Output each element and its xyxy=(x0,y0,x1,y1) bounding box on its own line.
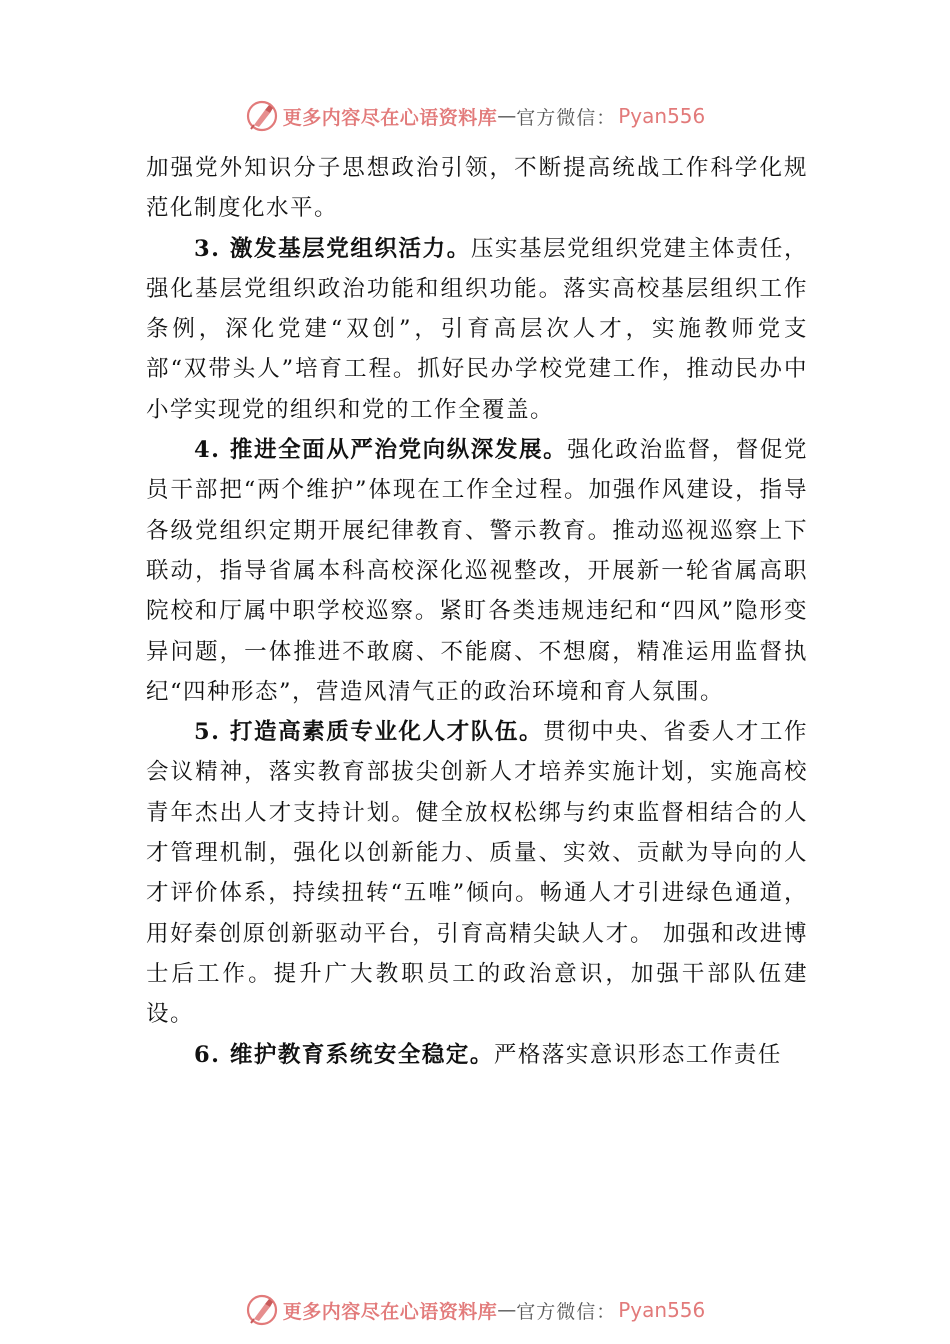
paragraph-text: 贯彻中央、省委人才工作会议精神，落实教育部拔尖创新人才培养实施计划，实施高校青年杰出人才支持计划。健全放权松绑与约束监督相结合的人才管理机制，强化以创新能力、质量、实效、贡献为导向的人才评价体系，持续扭转“五唯”倾向。畅通人才引进绿色通道，用好秦创原创新驱动平台，引育高精尖缺人才。 加强和改进博士后工作。提升广大教职员工的政治意识，加强干部队伍建设。 xyxy=(146,719,808,1028)
paragraph-item-3 xyxy=(146,229,808,430)
footer-watermark xyxy=(0,1290,950,1330)
watermark-separator: — xyxy=(497,105,517,127)
pen-nib-icon xyxy=(245,1293,279,1327)
watermark-label: 官方微信： xyxy=(516,1300,617,1323)
paragraph-heading: 4. 推进全面从严治党向纵深发展。 xyxy=(194,437,568,464)
pen-nib-icon xyxy=(245,99,279,133)
paragraph-item-5 xyxy=(146,712,808,1034)
paragraph-heading: 3. 激发基层党组织活力。 xyxy=(194,235,471,262)
watermark-label: 官方微信： xyxy=(516,106,617,129)
paragraph-text: 严格落实意识形态工作责任 xyxy=(493,1041,782,1068)
paragraph-text: 加强党外知识分子思想政治引领，不断提高统战工作科学化规范化制度化水平。 xyxy=(146,155,808,222)
document-body xyxy=(146,148,808,1075)
paragraph-text: 压实基层党组织党建主体责任，强化基层党组织政治功能和组织功能。落实高校基层组织工作条例，深化党建“双创”，引育高层次人才，实施教师党支部“双带头人”培育工程。抓好民办学校党建工作，推动民办中小学实现党的组织和党的工作全覆盖。 xyxy=(146,235,808,423)
watermark-brand: 更多内容尽在心语资料库 xyxy=(282,106,498,129)
paragraph-item-4 xyxy=(146,430,808,712)
paragraph-item-6 xyxy=(146,1035,808,1075)
watermark-account: Pyan556 xyxy=(618,104,706,128)
watermark-separator: — xyxy=(497,1299,517,1321)
paragraph-heading: 6. 维护教育系统安全稳定。 xyxy=(194,1041,494,1068)
paragraph-continuation xyxy=(146,148,808,229)
watermark-account: Pyan556 xyxy=(618,1298,706,1322)
watermark-brand: 更多内容尽在心语资料库 xyxy=(282,1300,498,1323)
header-watermark xyxy=(0,96,950,136)
paragraph-text: 强化政治监督，督促党员干部把“两个维护”体现在工作全过程。加强作风建设，指导各级党组织定期开展纪律教育、警示教育。推动巡视巡察上下联动，指导省属本科高校深化巡视整改，开展新一轮省属高职院校和厅属中职学校巡察。紧盯各类违规违纪和“四风”隐形变异问题，一体推进不敢腐、不能腐、不想腐，精准运用监督执纪“四种形态”，营造风清气正的政治环境和育人氛围。 xyxy=(146,437,808,705)
paragraph-heading: 5. 打造高素质专业化人才队伍。 xyxy=(194,719,544,746)
